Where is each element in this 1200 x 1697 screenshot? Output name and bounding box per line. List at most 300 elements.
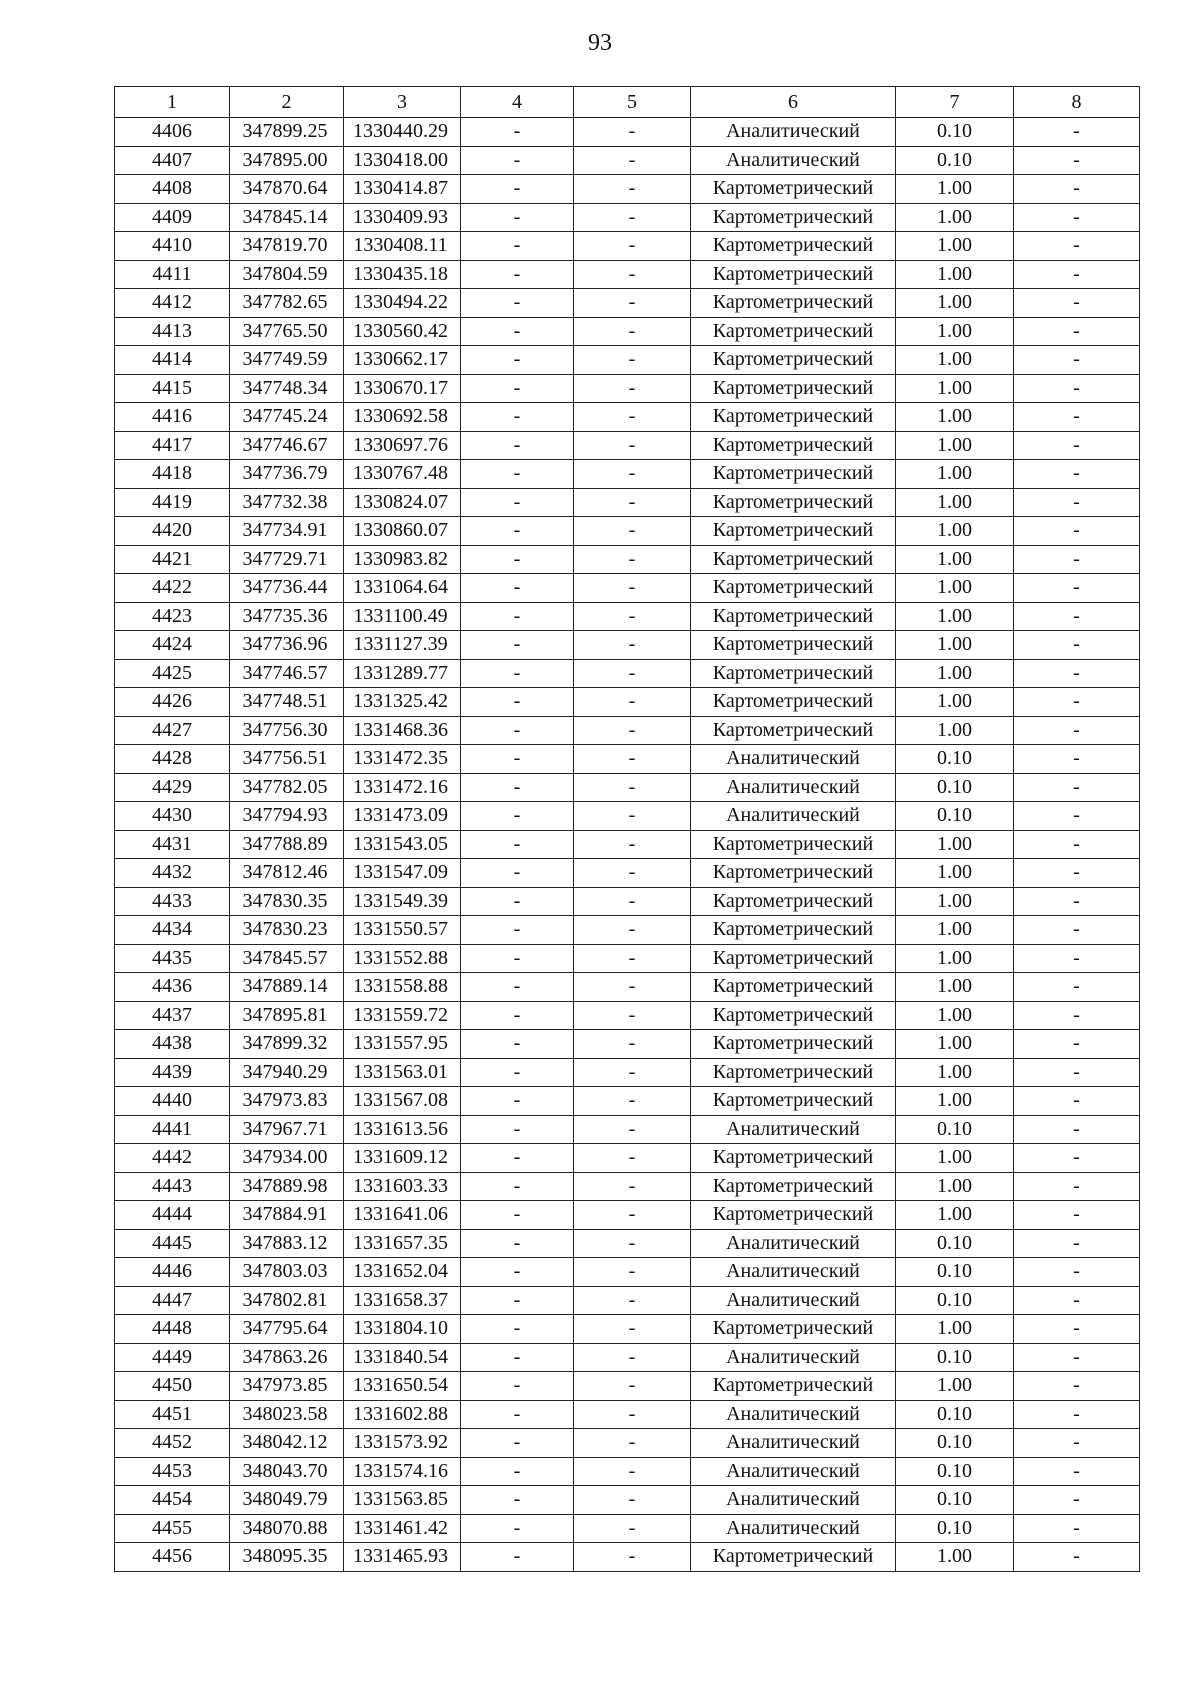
cell-col-5: -: [574, 232, 691, 261]
cell-point-number: 4422: [115, 574, 230, 603]
cell-accuracy: 1.00: [896, 289, 1014, 318]
cell-accuracy: 1.00: [896, 517, 1014, 546]
cell-col-4: -: [461, 488, 574, 517]
cell-x-coordinate: 347746.57: [230, 659, 344, 688]
cell-col-5: -: [574, 1258, 691, 1287]
table-row: [115, 1258, 1140, 1287]
table-row: [115, 1087, 1140, 1116]
cell-y-coordinate: 1330860.07: [344, 517, 461, 546]
cell-col-4: -: [461, 118, 574, 147]
column-header-8: 8: [1014, 87, 1140, 118]
cell-col-8: -: [1014, 1201, 1140, 1230]
cell-y-coordinate: 1331609.12: [344, 1144, 461, 1173]
cell-point-number: 4437: [115, 1001, 230, 1030]
cell-accuracy: 0.10: [896, 118, 1014, 147]
cell-x-coordinate: 347782.65: [230, 289, 344, 318]
cell-col-8: -: [1014, 431, 1140, 460]
cell-x-coordinate: 347749.59: [230, 346, 344, 375]
cell-point-number: 4450: [115, 1372, 230, 1401]
cell-col-8: -: [1014, 1058, 1140, 1087]
cell-accuracy: 1.00: [896, 659, 1014, 688]
cell-accuracy: 1.00: [896, 916, 1014, 945]
cell-x-coordinate: 347830.23: [230, 916, 344, 945]
column-header-6: 6: [691, 87, 896, 118]
cell-col-5: -: [574, 773, 691, 802]
cell-col-8: -: [1014, 1457, 1140, 1486]
cell-y-coordinate: 1331567.08: [344, 1087, 461, 1116]
cell-col-8: -: [1014, 175, 1140, 204]
cell-accuracy: 1.00: [896, 1030, 1014, 1059]
cell-col-4: -: [461, 716, 574, 745]
cell-x-coordinate: 348049.79: [230, 1486, 344, 1515]
cell-method: Картометрический: [691, 1058, 896, 1087]
cell-accuracy: 1.00: [896, 1543, 1014, 1572]
table-row: [115, 1343, 1140, 1372]
cell-col-5: -: [574, 1201, 691, 1230]
cell-col-8: -: [1014, 1543, 1140, 1572]
table-row: [115, 203, 1140, 232]
cell-method: Картометрический: [691, 887, 896, 916]
cell-col-8: -: [1014, 1229, 1140, 1258]
cell-col-8: -: [1014, 118, 1140, 147]
column-header-5: 5: [574, 87, 691, 118]
cell-col-8: -: [1014, 1172, 1140, 1201]
table-row: [115, 859, 1140, 888]
cell-point-number: 4429: [115, 773, 230, 802]
cell-x-coordinate: 347795.64: [230, 1315, 344, 1344]
table-row: [115, 1115, 1140, 1144]
cell-col-5: -: [574, 602, 691, 631]
cell-y-coordinate: 1330494.22: [344, 289, 461, 318]
cell-point-number: 4424: [115, 631, 230, 660]
table-row: [115, 431, 1140, 460]
cell-point-number: 4441: [115, 1115, 230, 1144]
cell-accuracy: 1.00: [896, 688, 1014, 717]
cell-point-number: 4433: [115, 887, 230, 916]
cell-col-8: -: [1014, 203, 1140, 232]
cell-method: Аналитический: [691, 1457, 896, 1486]
cell-x-coordinate: 347883.12: [230, 1229, 344, 1258]
column-header-3: 3: [344, 87, 461, 118]
cell-col-4: -: [461, 1457, 574, 1486]
cell-col-5: -: [574, 517, 691, 546]
cell-x-coordinate: 347845.14: [230, 203, 344, 232]
cell-point-number: 4428: [115, 745, 230, 774]
cell-x-coordinate: 347845.57: [230, 944, 344, 973]
cell-method: Аналитический: [691, 1400, 896, 1429]
cell-col-4: -: [461, 859, 574, 888]
table-body: [115, 87, 1140, 1572]
cell-col-8: -: [1014, 1372, 1140, 1401]
table-row: [115, 1172, 1140, 1201]
cell-col-4: -: [461, 232, 574, 261]
table-row: [115, 346, 1140, 375]
cell-x-coordinate: 347736.96: [230, 631, 344, 660]
cell-col-8: -: [1014, 346, 1140, 375]
cell-col-8: -: [1014, 716, 1140, 745]
cell-col-4: -: [461, 1172, 574, 1201]
cell-y-coordinate: 1330670.17: [344, 374, 461, 403]
cell-x-coordinate: 348043.70: [230, 1457, 344, 1486]
cell-col-4: -: [461, 146, 574, 175]
cell-method: Картометрический: [691, 916, 896, 945]
cell-x-coordinate: 347734.91: [230, 517, 344, 546]
table-row: [115, 403, 1140, 432]
table-row: [115, 232, 1140, 261]
cell-x-coordinate: 347732.38: [230, 488, 344, 517]
cell-method: Аналитический: [691, 745, 896, 774]
cell-col-5: -: [574, 374, 691, 403]
cell-x-coordinate: 347756.30: [230, 716, 344, 745]
table-row: [115, 773, 1140, 802]
cell-y-coordinate: 1330697.76: [344, 431, 461, 460]
cell-point-number: 4412: [115, 289, 230, 318]
cell-col-5: -: [574, 745, 691, 774]
cell-col-5: -: [574, 203, 691, 232]
cell-point-number: 4438: [115, 1030, 230, 1059]
cell-col-5: -: [574, 431, 691, 460]
cell-y-coordinate: 1330440.29: [344, 118, 461, 147]
cell-accuracy: 0.10: [896, 1258, 1014, 1287]
cell-col-5: -: [574, 1457, 691, 1486]
table-row: [115, 944, 1140, 973]
cell-col-5: -: [574, 1087, 691, 1116]
cell-col-5: -: [574, 545, 691, 574]
cell-point-number: 4407: [115, 146, 230, 175]
table-row: [115, 631, 1140, 660]
cell-point-number: 4406: [115, 118, 230, 147]
cell-point-number: 4435: [115, 944, 230, 973]
cell-method: Картометрический: [691, 346, 896, 375]
cell-y-coordinate: 1331650.54: [344, 1372, 461, 1401]
cell-point-number: 4413: [115, 317, 230, 346]
cell-col-5: -: [574, 1543, 691, 1572]
cell-col-5: -: [574, 1172, 691, 1201]
cell-col-5: -: [574, 460, 691, 489]
table-row: [115, 688, 1140, 717]
cell-col-5: -: [574, 317, 691, 346]
cell-x-coordinate: 347870.64: [230, 175, 344, 204]
cell-col-8: -: [1014, 631, 1140, 660]
cell-col-4: -: [461, 1087, 574, 1116]
cell-col-4: -: [461, 460, 574, 489]
table-row: [115, 1514, 1140, 1543]
cell-col-5: -: [574, 403, 691, 432]
cell-accuracy: 0.10: [896, 1286, 1014, 1315]
table-row: [115, 1030, 1140, 1059]
cell-y-coordinate: 1331563.85: [344, 1486, 461, 1515]
table-row: [115, 1372, 1140, 1401]
cell-col-8: -: [1014, 1286, 1140, 1315]
cell-y-coordinate: 1331840.54: [344, 1343, 461, 1372]
cell-col-4: -: [461, 1486, 574, 1515]
cell-col-5: -: [574, 688, 691, 717]
cell-col-5: -: [574, 830, 691, 859]
cell-x-coordinate: 347736.79: [230, 460, 344, 489]
cell-col-4: -: [461, 1315, 574, 1344]
cell-method: Аналитический: [691, 1258, 896, 1287]
cell-x-coordinate: 347804.59: [230, 260, 344, 289]
table-row: [115, 887, 1140, 916]
cell-col-8: -: [1014, 260, 1140, 289]
cell-accuracy: 1.00: [896, 1201, 1014, 1230]
cell-col-8: -: [1014, 916, 1140, 945]
cell-method: Картометрический: [691, 545, 896, 574]
cell-accuracy: 1.00: [896, 1058, 1014, 1087]
cell-point-number: 4416: [115, 403, 230, 432]
cell-col-4: -: [461, 260, 574, 289]
cell-col-4: -: [461, 431, 574, 460]
column-header-1: 1: [115, 87, 230, 118]
cell-y-coordinate: 1331547.09: [344, 859, 461, 888]
cell-method: Аналитический: [691, 1486, 896, 1515]
cell-y-coordinate: 1331550.57: [344, 916, 461, 945]
cell-col-5: -: [574, 1486, 691, 1515]
cell-x-coordinate: 348023.58: [230, 1400, 344, 1429]
cell-accuracy: 1.00: [896, 460, 1014, 489]
cell-col-5: -: [574, 1030, 691, 1059]
cell-method: Аналитический: [691, 1286, 896, 1315]
cell-method: Картометрический: [691, 716, 896, 745]
cell-accuracy: 1.00: [896, 232, 1014, 261]
cell-x-coordinate: 347967.71: [230, 1115, 344, 1144]
cell-y-coordinate: 1331289.77: [344, 659, 461, 688]
cell-col-4: -: [461, 1372, 574, 1401]
cell-col-5: -: [574, 1429, 691, 1458]
cell-accuracy: 0.10: [896, 146, 1014, 175]
cell-accuracy: 1.00: [896, 1172, 1014, 1201]
cell-method: Аналитический: [691, 1115, 896, 1144]
cell-accuracy: 0.10: [896, 773, 1014, 802]
cell-col-5: -: [574, 1286, 691, 1315]
table-row: [115, 1486, 1140, 1515]
cell-point-number: 4409: [115, 203, 230, 232]
cell-point-number: 4423: [115, 602, 230, 631]
cell-method: Картометрический: [691, 859, 896, 888]
cell-point-number: 4439: [115, 1058, 230, 1087]
cell-x-coordinate: 348042.12: [230, 1429, 344, 1458]
cell-point-number: 4411: [115, 260, 230, 289]
cell-point-number: 4436: [115, 973, 230, 1002]
column-header-2: 2: [230, 87, 344, 118]
cell-y-coordinate: 1330824.07: [344, 488, 461, 517]
cell-col-5: -: [574, 973, 691, 1002]
cell-accuracy: 0.10: [896, 1514, 1014, 1543]
table-row: [115, 659, 1140, 688]
cell-method: Аналитический: [691, 146, 896, 175]
cell-method: Картометрический: [691, 1372, 896, 1401]
table-row: [115, 374, 1140, 403]
cell-col-8: -: [1014, 602, 1140, 631]
cell-point-number: 4417: [115, 431, 230, 460]
table-row: [115, 260, 1140, 289]
table-row: [115, 317, 1140, 346]
cell-col-4: -: [461, 545, 574, 574]
cell-x-coordinate: 347812.46: [230, 859, 344, 888]
cell-y-coordinate: 1331472.16: [344, 773, 461, 802]
cell-accuracy: 1.00: [896, 1001, 1014, 1030]
cell-col-4: -: [461, 1001, 574, 1030]
cell-col-8: -: [1014, 830, 1140, 859]
cell-col-5: -: [574, 1115, 691, 1144]
cell-accuracy: 1.00: [896, 545, 1014, 574]
cell-point-number: 4434: [115, 916, 230, 945]
cell-accuracy: 1.00: [896, 403, 1014, 432]
cell-col-4: -: [461, 203, 574, 232]
cell-accuracy: 1.00: [896, 1144, 1014, 1173]
cell-y-coordinate: 1331473.09: [344, 802, 461, 831]
cell-point-number: 4453: [115, 1457, 230, 1486]
cell-accuracy: 1.00: [896, 1315, 1014, 1344]
cell-col-4: -: [461, 602, 574, 631]
cell-col-4: -: [461, 944, 574, 973]
cell-col-8: -: [1014, 1030, 1140, 1059]
table-row: [115, 1543, 1140, 1572]
table-row: [115, 545, 1140, 574]
cell-col-4: -: [461, 887, 574, 916]
table-row: [115, 460, 1140, 489]
cell-y-coordinate: 1331549.39: [344, 887, 461, 916]
cell-method: Картометрический: [691, 175, 896, 204]
table-row: [115, 916, 1140, 945]
cell-x-coordinate: 347889.14: [230, 973, 344, 1002]
cell-col-4: -: [461, 745, 574, 774]
cell-y-coordinate: 1331465.93: [344, 1543, 461, 1572]
cell-method: Картометрический: [691, 1030, 896, 1059]
cell-col-8: -: [1014, 1400, 1140, 1429]
cell-y-coordinate: 1330418.00: [344, 146, 461, 175]
table-row: [115, 175, 1140, 204]
cell-accuracy: 1.00: [896, 260, 1014, 289]
cell-x-coordinate: 347794.93: [230, 802, 344, 831]
cell-col-8: -: [1014, 232, 1140, 261]
cell-col-8: -: [1014, 545, 1140, 574]
cell-col-5: -: [574, 1058, 691, 1087]
cell-y-coordinate: 1331543.05: [344, 830, 461, 859]
cell-col-8: -: [1014, 973, 1140, 1002]
cell-col-8: -: [1014, 317, 1140, 346]
cell-y-coordinate: 1330767.48: [344, 460, 461, 489]
cell-point-number: 4448: [115, 1315, 230, 1344]
cell-col-4: -: [461, 574, 574, 603]
cell-y-coordinate: 1330408.11: [344, 232, 461, 261]
cell-point-number: 4418: [115, 460, 230, 489]
cell-accuracy: 1.00: [896, 346, 1014, 375]
cell-col-4: -: [461, 289, 574, 318]
cell-col-5: -: [574, 916, 691, 945]
cell-y-coordinate: 1331657.35: [344, 1229, 461, 1258]
table-row: [115, 1400, 1140, 1429]
page-number: 93: [588, 30, 612, 56]
cell-x-coordinate: 348070.88: [230, 1514, 344, 1543]
cell-point-number: 4420: [115, 517, 230, 546]
cell-accuracy: 1.00: [896, 574, 1014, 603]
table-row: [115, 1429, 1140, 1458]
cell-col-4: -: [461, 1115, 574, 1144]
cell-method: Картометрический: [691, 602, 896, 631]
cell-col-4: -: [461, 802, 574, 831]
cell-y-coordinate: 1331602.88: [344, 1400, 461, 1429]
cell-y-coordinate: 1331468.36: [344, 716, 461, 745]
table-row: [115, 1315, 1140, 1344]
cell-accuracy: 0.10: [896, 1115, 1014, 1144]
cell-y-coordinate: 1331574.16: [344, 1457, 461, 1486]
cell-col-4: -: [461, 1144, 574, 1173]
table-header-row: [115, 87, 1140, 118]
cell-method: Картометрический: [691, 260, 896, 289]
cell-x-coordinate: 347830.35: [230, 887, 344, 916]
cell-method: Картометрический: [691, 1172, 896, 1201]
table-row: [115, 1229, 1140, 1258]
cell-col-4: -: [461, 517, 574, 546]
cell-point-number: 4447: [115, 1286, 230, 1315]
cell-accuracy: 1.00: [896, 602, 1014, 631]
cell-x-coordinate: 347889.98: [230, 1172, 344, 1201]
cell-point-number: 4454: [115, 1486, 230, 1515]
cell-col-8: -: [1014, 1315, 1140, 1344]
cell-method: Аналитический: [691, 802, 896, 831]
cell-y-coordinate: 1331461.42: [344, 1514, 461, 1543]
cell-method: Картометрический: [691, 574, 896, 603]
cell-col-4: -: [461, 1429, 574, 1458]
cell-col-5: -: [574, 488, 691, 517]
cell-y-coordinate: 1331652.04: [344, 1258, 461, 1287]
cell-point-number: 4455: [115, 1514, 230, 1543]
cell-method: Аналитический: [691, 118, 896, 147]
cell-point-number: 4443: [115, 1172, 230, 1201]
cell-point-number: 4446: [115, 1258, 230, 1287]
cell-method: Аналитический: [691, 1229, 896, 1258]
cell-col-4: -: [461, 1343, 574, 1372]
cell-col-5: -: [574, 944, 691, 973]
cell-col-5: -: [574, 574, 691, 603]
table-row: [115, 574, 1140, 603]
cell-point-number: 4440: [115, 1087, 230, 1116]
cell-col-4: -: [461, 1058, 574, 1087]
table-row: [115, 488, 1140, 517]
cell-col-8: -: [1014, 859, 1140, 888]
cell-method: Картометрический: [691, 659, 896, 688]
cell-col-5: -: [574, 716, 691, 745]
cell-x-coordinate: 347895.00: [230, 146, 344, 175]
cell-col-8: -: [1014, 1258, 1140, 1287]
cell-y-coordinate: 1331100.49: [344, 602, 461, 631]
cell-accuracy: 0.10: [896, 1229, 1014, 1258]
cell-accuracy: 1.00: [896, 859, 1014, 888]
table-row: [115, 1457, 1140, 1486]
cell-method: Картометрический: [691, 317, 896, 346]
table-row: [115, 602, 1140, 631]
cell-y-coordinate: 1331641.06: [344, 1201, 461, 1230]
cell-col-4: -: [461, 1286, 574, 1315]
cell-method: Картометрический: [691, 431, 896, 460]
cell-x-coordinate: 347899.32: [230, 1030, 344, 1059]
cell-col-4: -: [461, 317, 574, 346]
cell-accuracy: 0.10: [896, 1429, 1014, 1458]
cell-col-4: -: [461, 1514, 574, 1543]
cell-accuracy: 0.10: [896, 1343, 1014, 1372]
cell-point-number: 4449: [115, 1343, 230, 1372]
cell-point-number: 4451: [115, 1400, 230, 1429]
cell-point-number: 4432: [115, 859, 230, 888]
cell-col-8: -: [1014, 1514, 1140, 1543]
cell-col-8: -: [1014, 802, 1140, 831]
cell-x-coordinate: 347819.70: [230, 232, 344, 261]
cell-point-number: 4410: [115, 232, 230, 261]
cell-col-5: -: [574, 118, 691, 147]
cell-method: Картометрический: [691, 688, 896, 717]
cell-method: Картометрический: [691, 403, 896, 432]
